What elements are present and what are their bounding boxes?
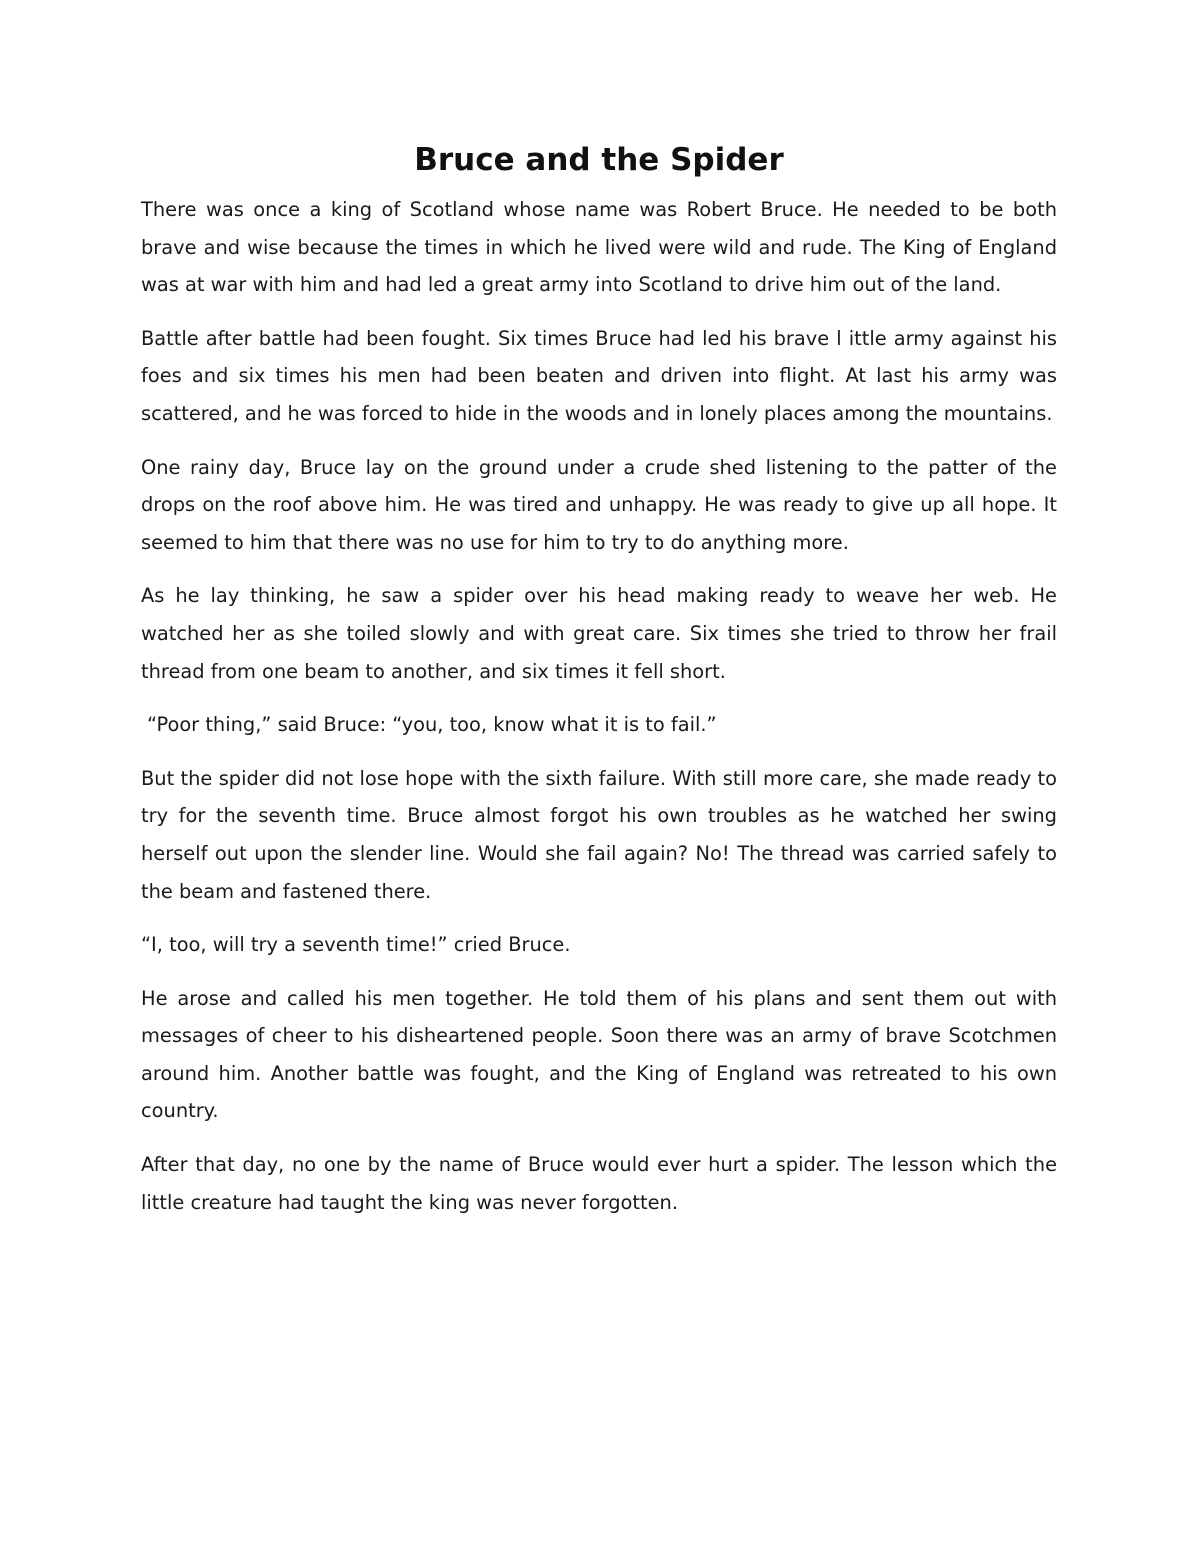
document-title: Bruce and the Spider bbox=[414, 142, 784, 178]
paragraph-4: As he lay thinking, he saw a spider over his head making ready to weave her web. He watched her as she toiled slowly and with great care. Six times she tried to throw her frail thread from one beam to another, and six times it fell short. bbox=[141, 584, 1057, 683]
paragraph-3: One rainy day, Bruce lay on the ground under a crude shed listening to the patter of the drops on the roof above him. He was tired and unhappy. He was ready to give up all hope. It seemed to him that there was no use for him to try to do anything more. bbox=[141, 455, 1057, 554]
paragraph-1: There was once a king of Scotland whose name was Robert Bruce. He needed to be both brave and wise because the times in which he lived were wild and rude. The King of England was at war with him and had led a great army into Scotland to drive him out of the land. bbox=[141, 198, 1057, 297]
document-page bbox=[141, 140, 1057, 1237]
paragraph-9: After that day, no one by the name of Bruce would ever hurt a spider. The lesson which the little creature had taught the king was never forgotten. bbox=[141, 1153, 1057, 1214]
paragraph-8: He arose and called his men together. He told them of his plans and sent them out with messages of cheer to his disheartened people. Soon there was an army of brave Scotchmen around him. Another battle was fought, and the King of England was retreated to his own country. bbox=[141, 986, 1057, 1123]
paragraph-7-dialogue: “I, too, will try a seventh time!” cried Bruce. bbox=[141, 933, 571, 957]
paragraph-2: Battle after battle had been fought. Six times Bruce had led his brave l ittle army against his foes and six times his men had been beaten and driven into flight. At last his army was scattered, and he was forced to hide in the woods and in lonely places among the mountains. bbox=[141, 326, 1057, 425]
paragraph-6: But the spider did not lose hope with the sixth failure. With still more care, she made ready to try for the seventh time. Bruce almost forgot his own troubles as he watched her swing herself out upon the slender line. Would she fail again? No! The thread was carried safely to the beam and fastened there. bbox=[141, 766, 1057, 903]
paragraph-5-dialogue: “Poor thing,” said Bruce: “you, too, know what it is to fail.” bbox=[147, 713, 717, 737]
